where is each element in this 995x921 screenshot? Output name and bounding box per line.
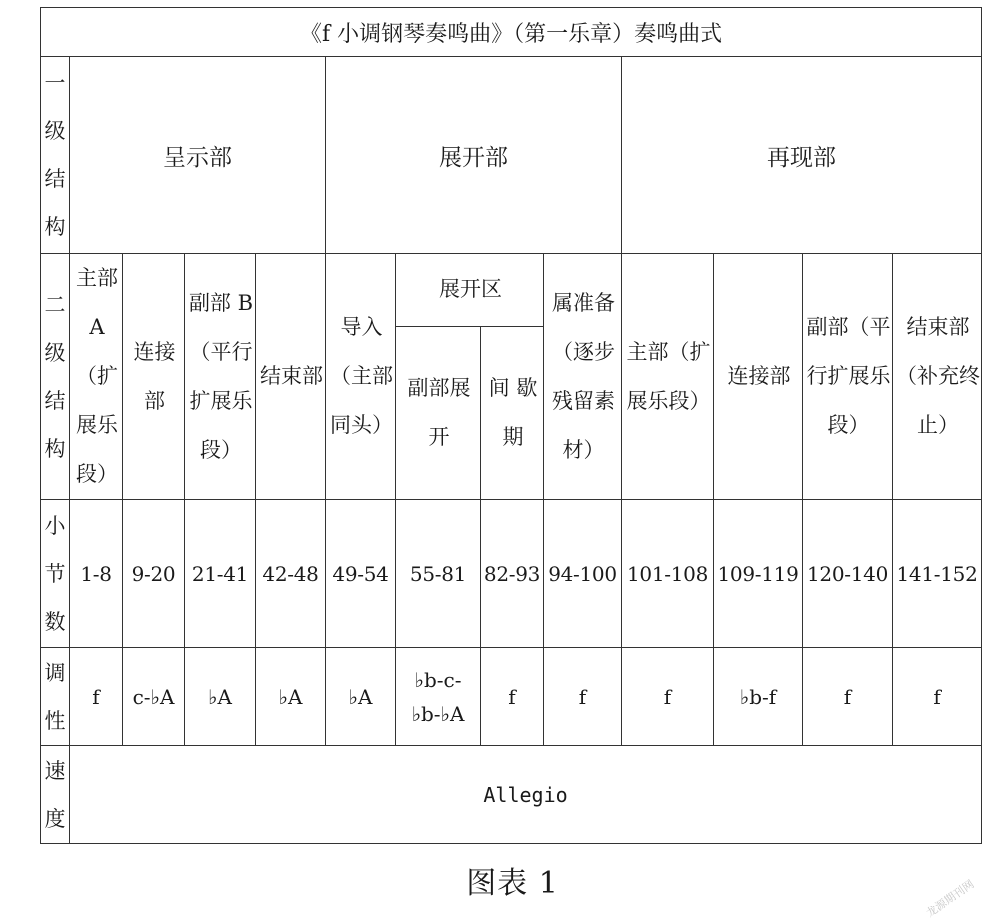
dev-area: 展开区 [396, 254, 544, 327]
row-label-measures: 小节数 [41, 500, 70, 648]
exp-main-theme: 主部A（扩展乐段） [70, 254, 123, 500]
rec-main-theme: 主部（扩展乐段） [622, 254, 714, 500]
row-label-tempo: 速度 [41, 746, 70, 844]
key-cell: ♭A [185, 648, 256, 746]
table-title: 《f 小调钢琴奏鸣曲》（第一乐章）奏鸣曲式 [41, 8, 982, 57]
row-label-tonality: 调性 [41, 648, 70, 746]
tempo-value: Allegio [70, 746, 982, 844]
measure-cell: 109-119 [714, 500, 803, 648]
measure-cell: 94-100 [544, 500, 622, 648]
measure-cell: 21-41 [185, 500, 256, 648]
measure-cell: 42-48 [256, 500, 326, 648]
section-exposition: 呈示部 [70, 57, 326, 254]
watermark: 龙源期刊网 [923, 877, 977, 920]
measure-cell: 82-93 [481, 500, 544, 648]
key-line: ♭b-♭A [411, 701, 465, 726]
exp-secondary-theme: 副部 B（平行扩展乐段） [185, 254, 256, 500]
rec-secondary-theme: 副部（平行扩展乐段） [803, 254, 893, 500]
figure-caption: 图表 1 [466, 866, 559, 901]
rec-closing: 结束部（补充终止） [893, 254, 982, 500]
key-cell: ♭b-f [714, 648, 803, 746]
key-cell: f [544, 648, 622, 746]
section-recapitulation: 再现部 [622, 57, 982, 254]
row-label-level2: 二级结构 [41, 254, 70, 500]
sonata-form-table [40, 7, 982, 844]
section-development: 展开部 [326, 57, 622, 254]
key-cell: f [481, 648, 544, 746]
dev-introduction: 导入（主部同头） [326, 254, 396, 500]
measure-cell: 55-81 [396, 500, 481, 648]
measure-cell: 120-140 [803, 500, 893, 648]
exp-closing: 结束部 [256, 254, 326, 500]
measure-cell: 101-108 [622, 500, 714, 648]
measure-cell: 9-20 [123, 500, 185, 648]
dev-retransition: 属准备（逐步残留素材） [544, 254, 622, 500]
key-cell: ♭A [326, 648, 396, 746]
key-cell: ♭A [256, 648, 326, 746]
dev-secondary-development: 副部展开 [396, 326, 481, 499]
key-cell [396, 648, 481, 746]
key-cell: f [622, 648, 714, 746]
key-cell: f [803, 648, 893, 746]
key-cell: f [70, 648, 123, 746]
dev-interlude: 间 歇期 [481, 326, 544, 499]
measure-cell: 141-152 [893, 500, 982, 648]
row-label-level1: 一级结构 [41, 57, 70, 254]
measure-cell: 1-8 [70, 500, 123, 648]
rec-transition: 连接部 [714, 254, 803, 500]
measure-cell: 49-54 [326, 500, 396, 648]
key-line: ♭b-c- [414, 667, 462, 692]
key-cell: c-♭A [123, 648, 185, 746]
exp-transition: 连接部 [123, 254, 185, 500]
key-cell: f [893, 648, 982, 746]
